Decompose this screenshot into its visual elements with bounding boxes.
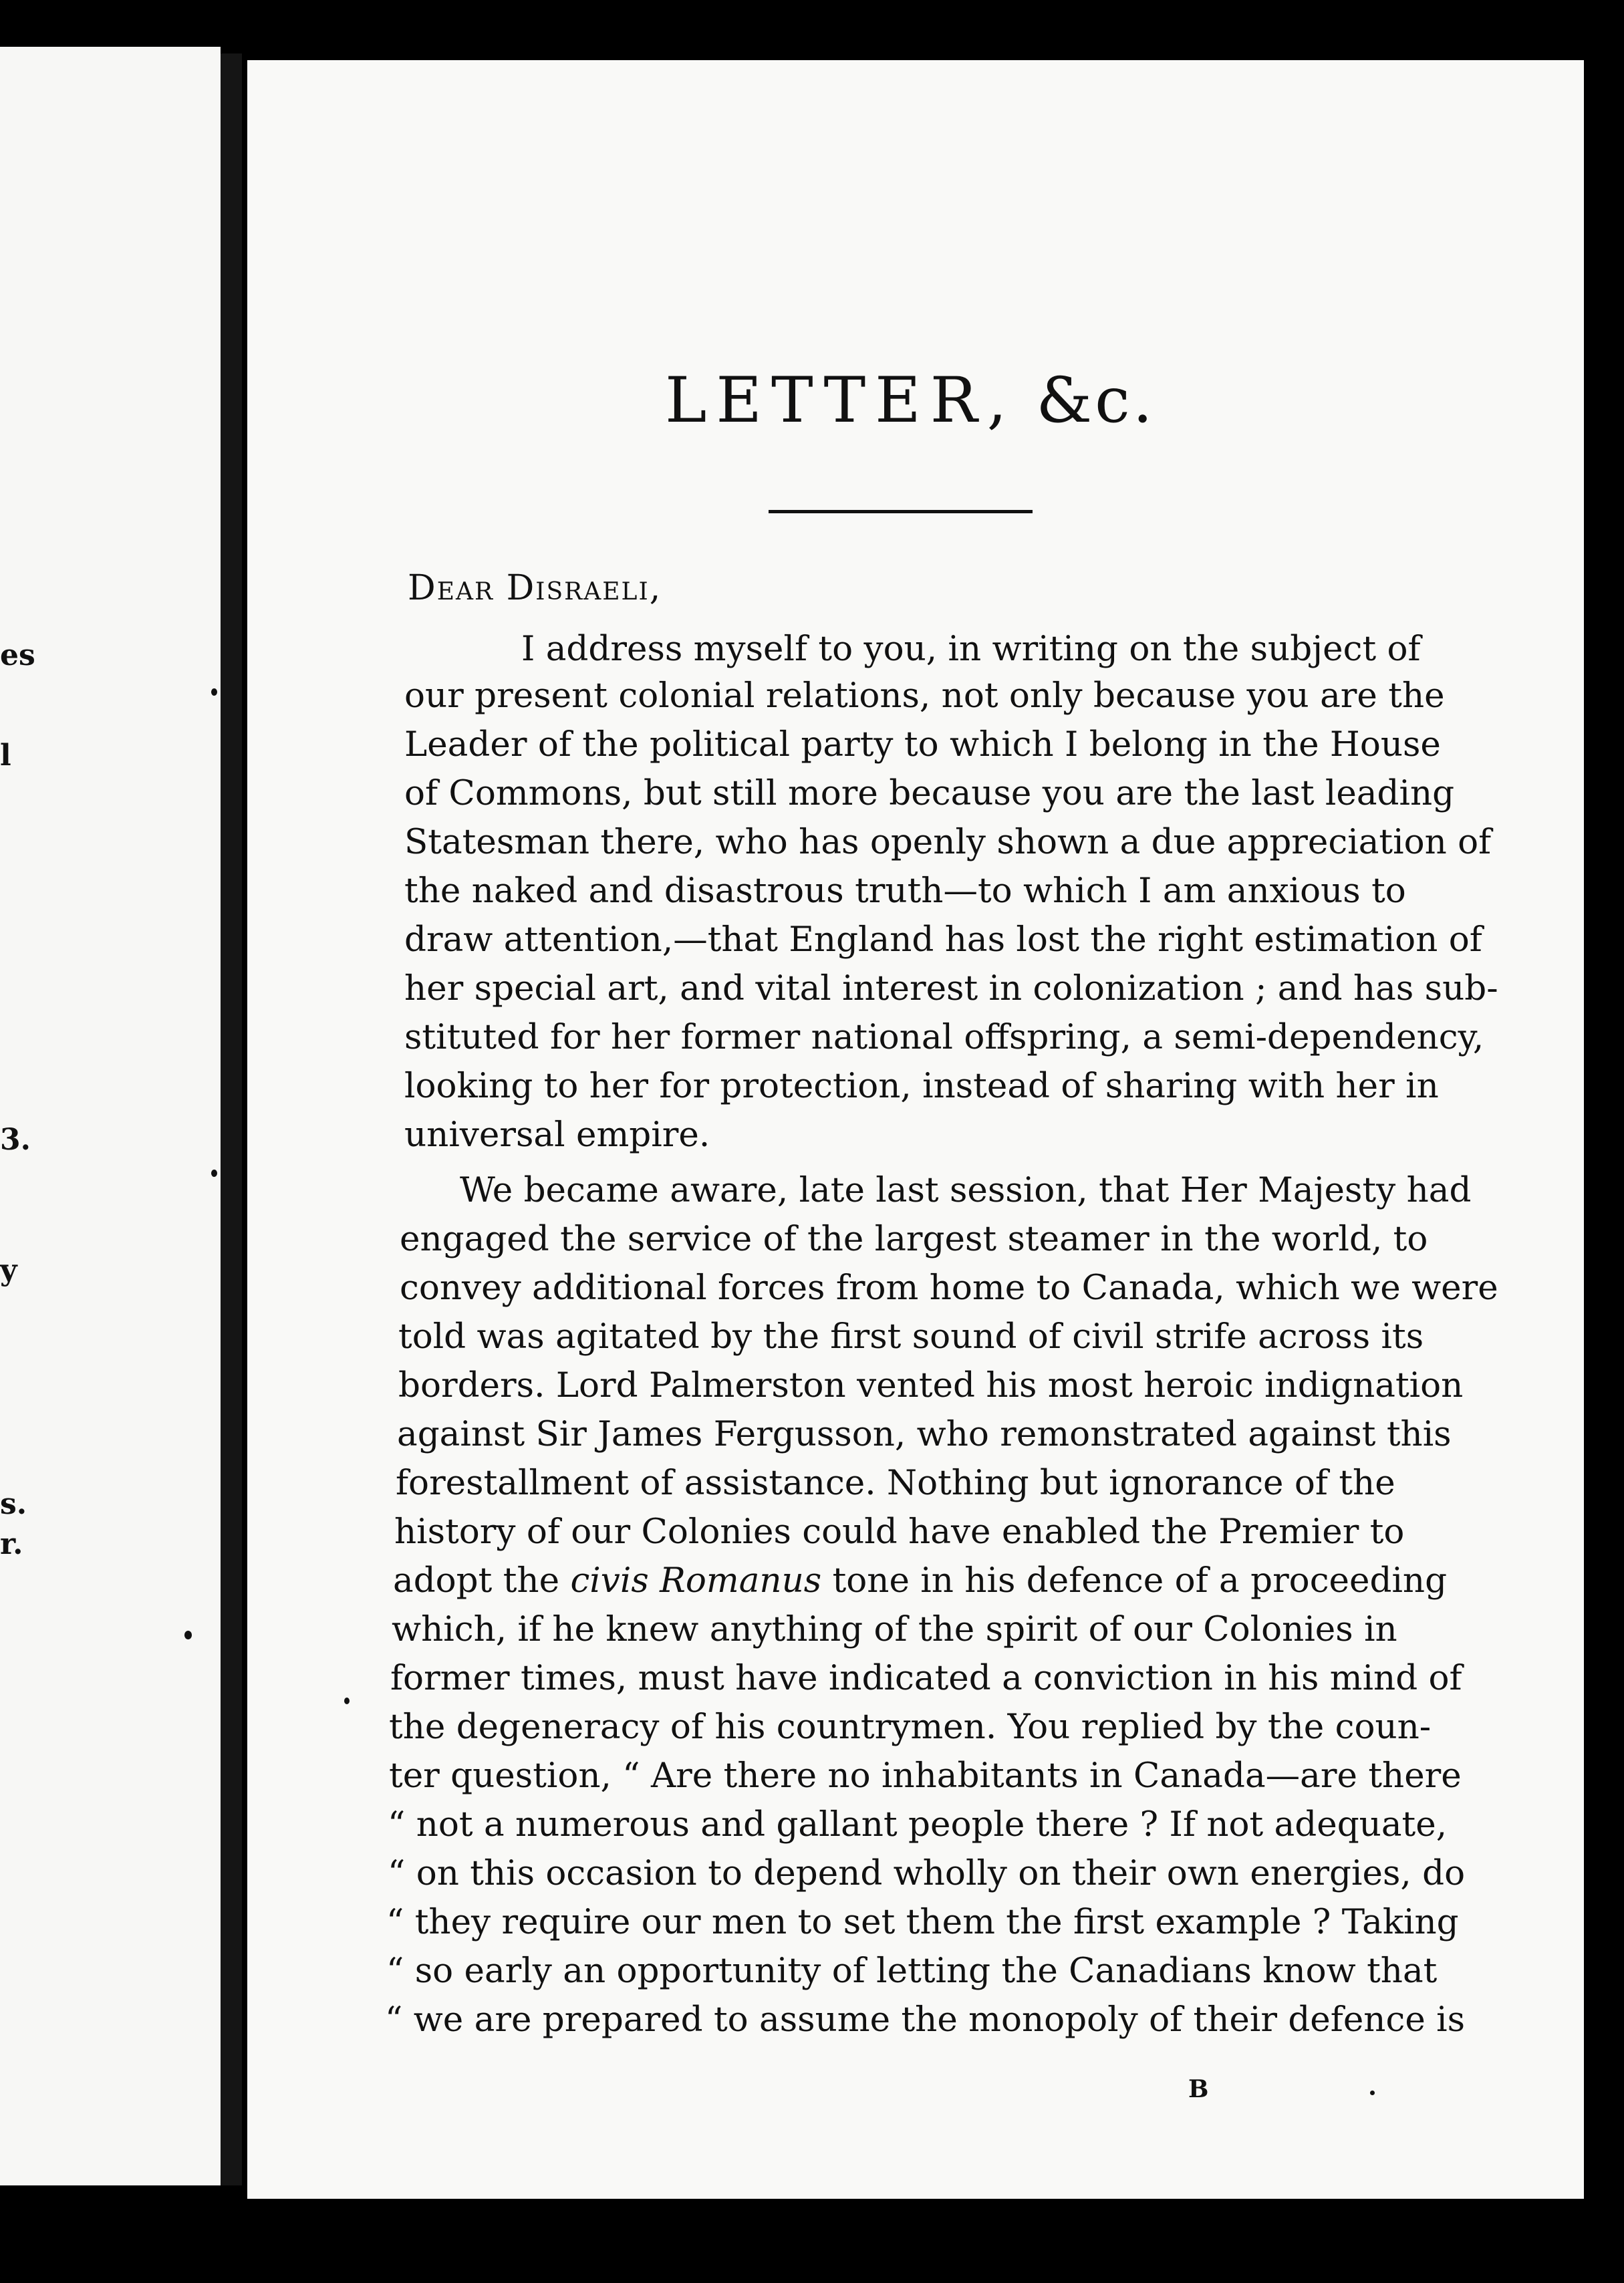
text-line: forestallment of assistance. Nothing but ignorance of the: [396, 1463, 1395, 1503]
text-line: her special art, and vital interest in colonization ; and has sub-: [404, 968, 1498, 1009]
title-main: LETTER,: [665, 364, 1017, 437]
italic-phrase: civis Romanus: [570, 1561, 822, 1601]
salutation: Dear Disraeli,: [408, 568, 662, 608]
title-rule: [769, 510, 1033, 513]
text-line: “ they require our men to set them the first example ? Taking: [386, 1902, 1459, 1942]
left-page-fragment: y: [0, 1253, 17, 1287]
ink-speck: [184, 1631, 192, 1639]
ink-speck: [211, 688, 217, 696]
text-line: of Commons, but still more because you are the last leading: [404, 773, 1455, 813]
signature-mark: B: [1188, 2075, 1209, 2103]
text-line: which, if he knew anything of the spirit of our Colonies in: [392, 1609, 1397, 1649]
text-segment: tone in his defence of a proceeding: [832, 1561, 1448, 1601]
text-line: “ so early an opportunity of letting the Canadians know that: [386, 1951, 1438, 1991]
page-title: [665, 364, 1333, 437]
text-segment: adopt the: [393, 1561, 560, 1601]
text-line: universal empire.: [404, 1115, 710, 1155]
text-line: the degeneracy of his countrymen. You replied by the coun-: [389, 1707, 1432, 1747]
text-line: history of our Colonies could have enabled the Premier to: [394, 1512, 1405, 1552]
text-line: ter question, “ Are there no inhabitants in Canada—are there: [389, 1756, 1462, 1796]
text-line: Leader of the political party to which I belong in the House: [404, 724, 1441, 765]
ink-speck: [1370, 2091, 1375, 2095]
title-suffix: &c.: [1036, 364, 1156, 437]
text-line: “ on this occasion to depend wholly on their own energies, do: [388, 1853, 1466, 1893]
book-spine: [221, 53, 242, 2185]
text-line: engaged the service of the largest steamer in the world, to: [400, 1219, 1428, 1259]
text-line: convey additional forces from home to Canada, which we were: [400, 1268, 1498, 1308]
left-page-fragment: es: [0, 638, 35, 672]
text-line: “ we are prepared to assume the monopoly of their defence is: [385, 2000, 1466, 2040]
text-line: “ not a numerous and gallant people there ? If not adequate,: [388, 1804, 1448, 1845]
ink-speck: [211, 1170, 217, 1177]
text-line: the naked and disastrous truth—to which I am anxious to: [404, 871, 1406, 911]
text-line: against Sir James Fergusson, who remonstrated against this: [397, 1414, 1452, 1454]
text-line: told was agitated by the first sound of civil strife across its: [398, 1317, 1424, 1357]
text-line: borders. Lord Palmerston vented his most heroic indignation: [398, 1365, 1464, 1405]
text-line: draw attention,—that England has lost the right estimation of: [404, 920, 1482, 960]
text-line: [393, 1557, 1448, 1605]
left-page-edge: [0, 47, 221, 2185]
left-page-fragment: l: [0, 738, 11, 773]
left-page-fragment: r.: [0, 1527, 23, 1561]
text-line: looking to her for protection, instead of sharing with her in: [404, 1066, 1439, 1106]
text-line: stituted for her former national offspring, a semi-dependency,: [404, 1017, 1484, 1057]
left-page-fragment: 3.: [0, 1123, 31, 1157]
text-line: Statesman there, who has openly shown a due appreciation of: [404, 822, 1492, 862]
text-line: We became aware, late last session, that Her Majesty had: [460, 1170, 1472, 1210]
left-page-fragment: s.: [0, 1487, 27, 1521]
text-line: our present colonial relations, not only because you are the: [404, 676, 1445, 716]
text-line: I address myself to you, in writing on the subject of: [521, 629, 1421, 669]
ink-speck: [344, 1698, 350, 1704]
text-line: former times, must have indicated a conviction in his mind of: [390, 1658, 1462, 1698]
